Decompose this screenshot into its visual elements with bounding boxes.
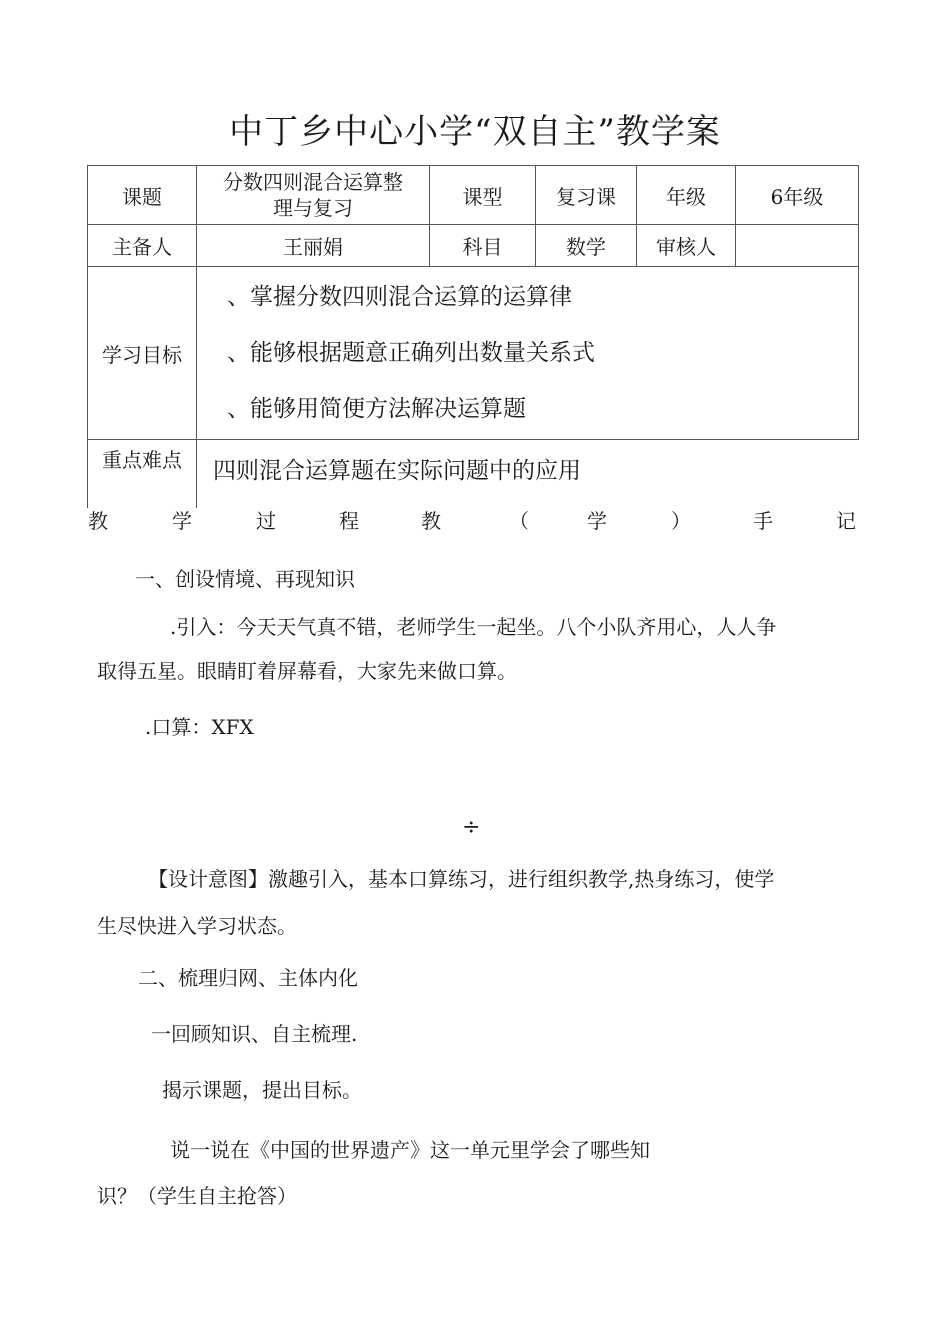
type-label: 课型 [430, 166, 536, 225]
goals-content [197, 267, 859, 440]
preparer-label: 主备人 [88, 225, 197, 267]
subject-label: 科目 [430, 225, 536, 267]
key-text: 四则混合运算题在实际问题中的应用 [213, 457, 581, 484]
process-header-char: 手 [753, 509, 773, 533]
section-1-heading: 一、创设情境、再现知识 [135, 567, 355, 591]
process-header-char: （ [509, 509, 529, 533]
topic-line-1: 分数四则混合运算整 [223, 170, 403, 194]
grade-value: 6年级 [736, 166, 859, 225]
intro-line-2: 取得五星。眼睛盯着屏幕看，大家先来做口算。 [97, 659, 517, 683]
preparer-value: 王丽娟 [197, 225, 430, 267]
page-title: 中丁乡中心小学“双自主”教学案 [229, 112, 721, 152]
reveal-line: 揭示课题，提出目标。 [162, 1078, 362, 1102]
process-header-char: 过 [256, 509, 276, 533]
grade-label: 年级 [637, 166, 736, 225]
goal-item: 、掌握分数四则混合运算的运算律 [227, 284, 572, 310]
design-line-2: 生尽快进入学习状态。 [97, 914, 297, 938]
process-header-char: 教 [421, 509, 441, 533]
subsection-heading: 一回顾知识、自主梳理. [151, 1022, 358, 1046]
design-line-1: 【设计意图】激趣引入，基本口算练习，进行组织教学,热身练习，使学 [148, 867, 775, 891]
intro-line-1: .引入：今天天气真不错，老师学生一起坐。八个小队齐用心，人人争 [170, 615, 777, 639]
lesson-info-table [87, 165, 859, 508]
key-content [197, 440, 859, 509]
talk-line-2: 识？（学生自主抢答） [97, 1184, 297, 1208]
goals-label: 学习目标 [88, 267, 197, 440]
divide-symbol: ÷ [462, 815, 481, 840]
oral-calculation: .口算：XFX [145, 715, 254, 739]
reviewer-label: 审核人 [637, 225, 736, 267]
reviewer-value [736, 225, 859, 267]
type-value: 复习课 [536, 166, 637, 225]
goal-item: 、能够根据题意正确列出数量关系式 [227, 340, 595, 366]
key-label: 重点难点 [88, 440, 197, 509]
process-header-char: 学 [172, 509, 192, 533]
process-header-char: ） [671, 509, 691, 533]
topic-line-2: 理与复习 [273, 196, 353, 220]
subject-value: 数学 [536, 225, 637, 267]
goal-item: 、能够用简便方法解决运算题 [227, 396, 526, 422]
process-header-char: 程 [339, 509, 359, 533]
topic-value [197, 166, 430, 225]
process-header-char: 记 [836, 509, 856, 533]
talk-line-1: 说一说在《中国的世界遗产》这一单元里学会了哪些知 [170, 1138, 650, 1162]
topic-label: 课题 [88, 166, 197, 225]
section-2-heading: 二、梳理归网、主体内化 [138, 966, 358, 990]
process-header-char: 学 [587, 509, 607, 533]
process-header-char: 教 [88, 509, 108, 533]
